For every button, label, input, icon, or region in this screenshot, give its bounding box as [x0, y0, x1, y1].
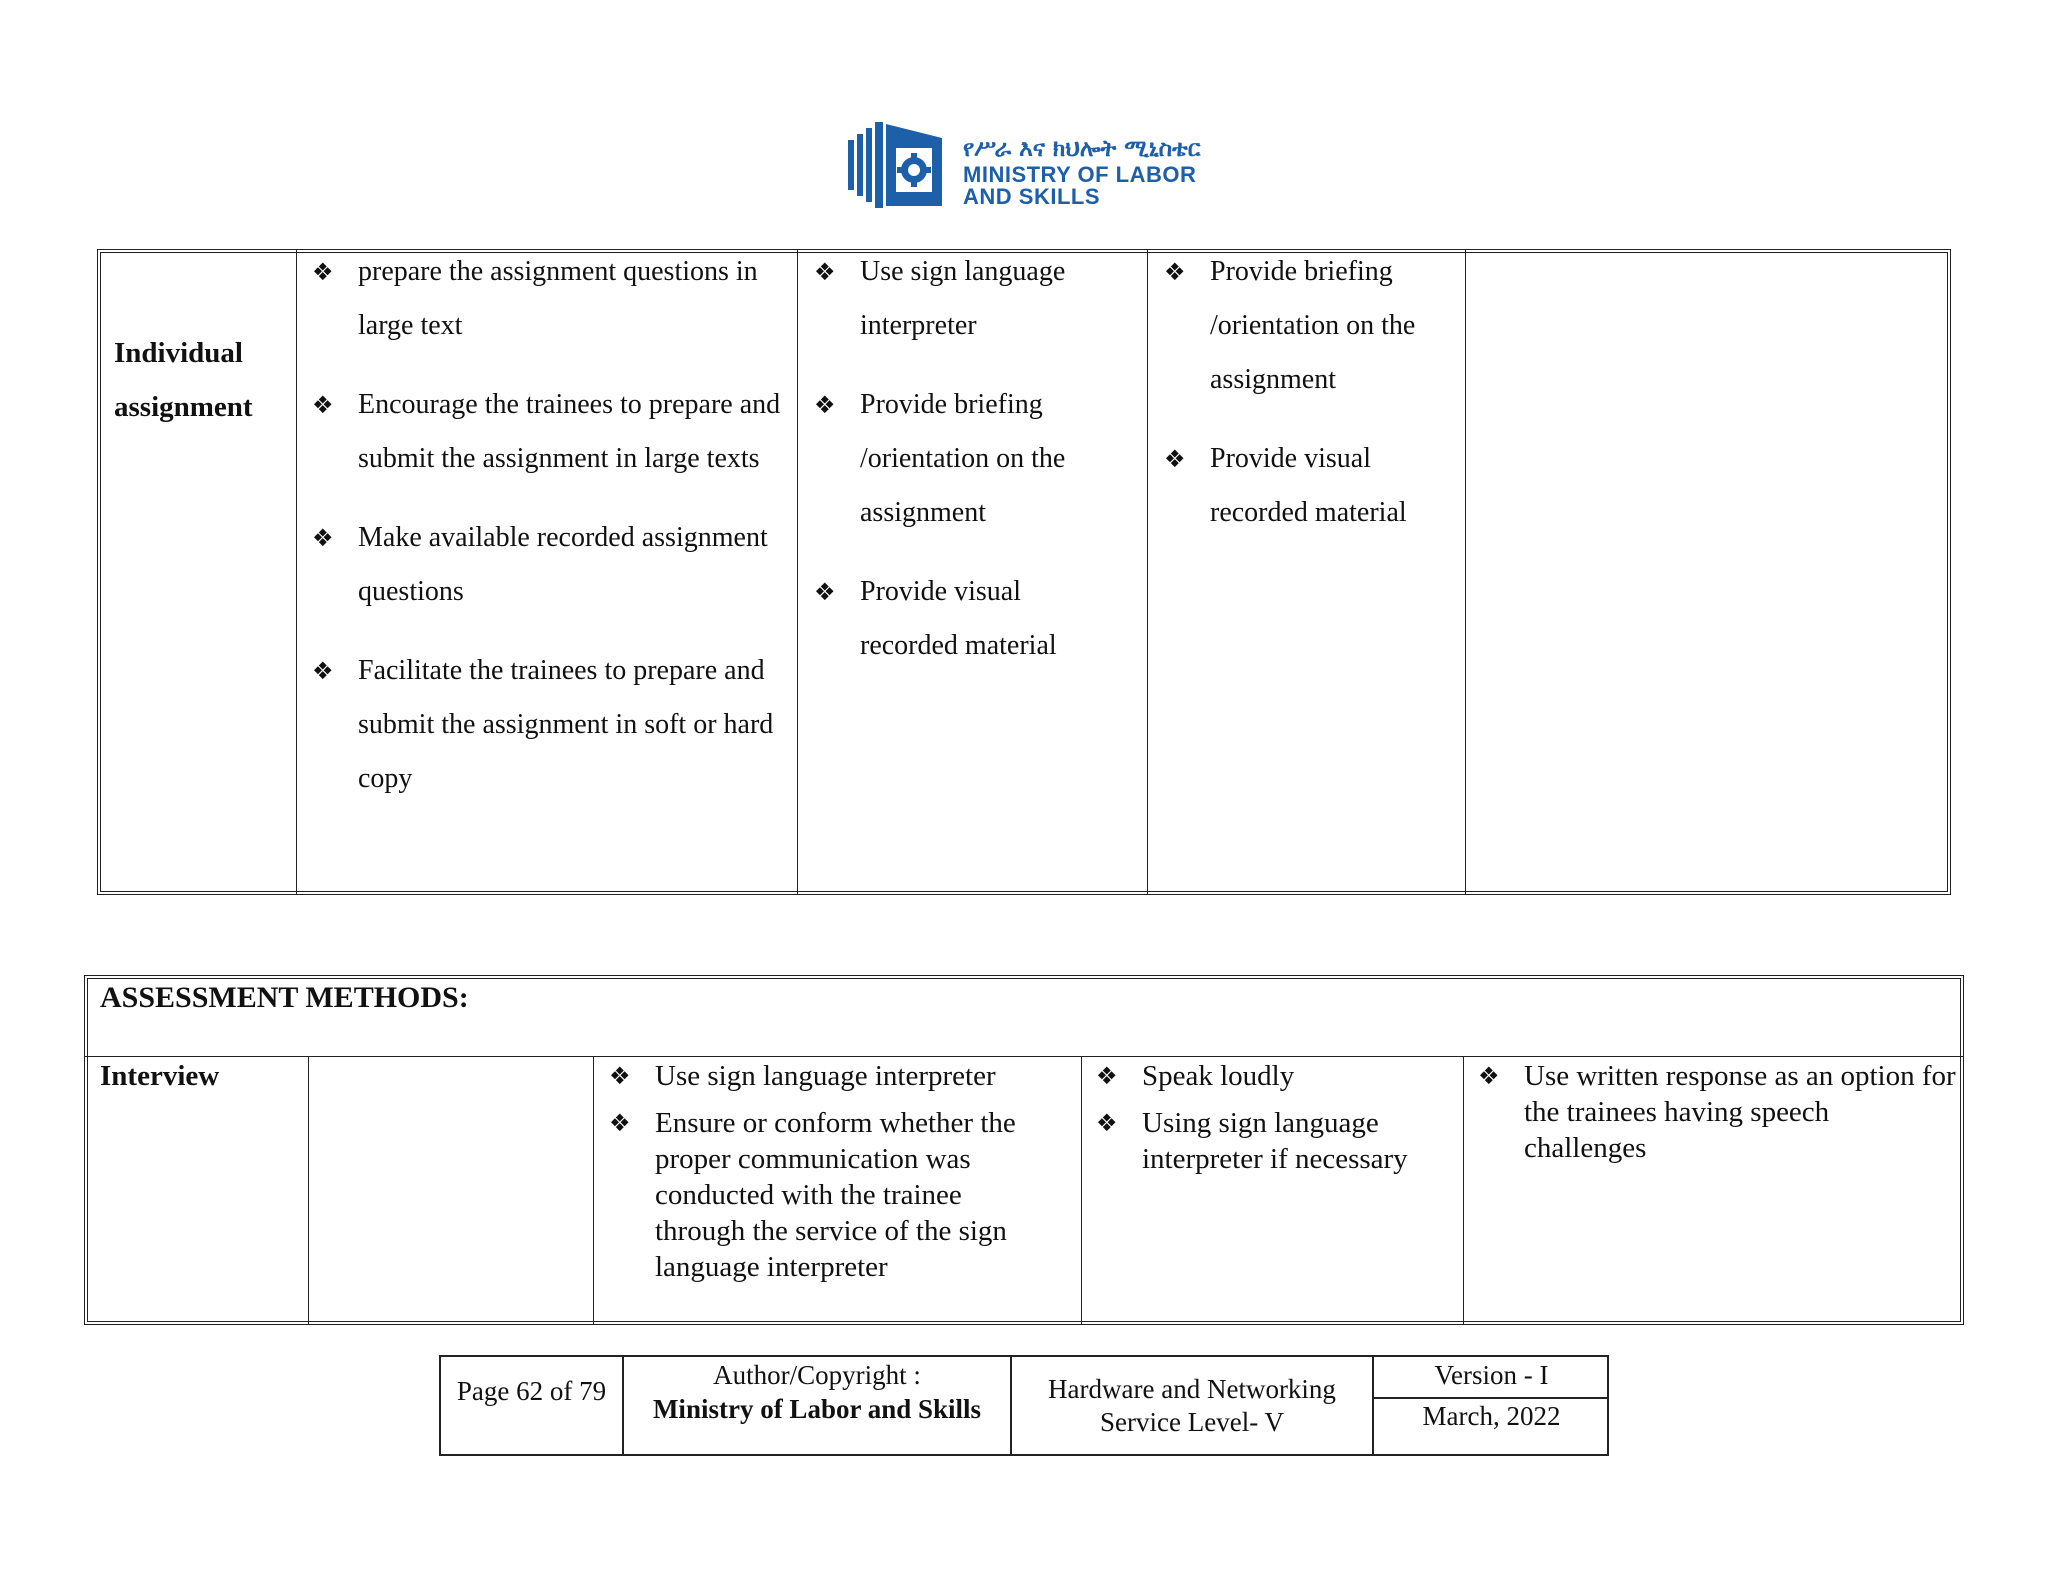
list-item-text: Provide briefing /orientation on the assignment	[860, 389, 1066, 528]
table1-col2-cell	[312, 245, 792, 831]
list-item	[814, 378, 1114, 540]
list-item	[814, 245, 1114, 353]
list-item-text: Make available recorded assignment questions	[358, 522, 768, 607]
list-item	[312, 378, 792, 486]
diamond-bullet-icon: ❖	[1096, 1062, 1118, 1090]
page-number: Page 62 of 79	[456, 1376, 607, 1406]
table2-header-divider	[84, 1056, 1964, 1057]
table1-divider	[797, 249, 798, 895]
list-item	[1164, 432, 1454, 540]
diamond-bullet-icon: ❖	[312, 657, 334, 685]
author-label: Author/Copyright :	[713, 1360, 921, 1390]
table2-col4-cell	[1096, 1058, 1456, 1188]
list-item	[312, 245, 792, 353]
table2-divider	[593, 1056, 594, 1325]
diamond-bullet-icon: ❖	[814, 578, 836, 606]
list-item	[1096, 1058, 1456, 1094]
list-item	[1164, 245, 1454, 407]
logo-line-1: MINISTRY OF LABOR	[963, 162, 1197, 187]
list-item-text: Provide visual recorded material	[1210, 443, 1407, 528]
diamond-bullet-icon: ❖	[609, 1062, 631, 1090]
list-item	[312, 644, 792, 806]
diamond-bullet-icon: ❖	[609, 1109, 631, 1137]
table2-divider	[1081, 1056, 1082, 1325]
list-item-text: Facilitate the trainees to prepare and submit the assignment in soft or hard copy	[358, 655, 774, 794]
list-item-text: prepare the assignment questions in large text	[358, 256, 758, 341]
row-label-line: assignment	[114, 391, 253, 423]
diamond-bullet-icon: ❖	[1096, 1109, 1118, 1137]
ministry-emblem-icon	[846, 118, 956, 218]
diamond-bullet-icon: ❖	[312, 524, 334, 552]
list-item	[312, 511, 792, 619]
diamond-bullet-icon: ❖	[1164, 445, 1186, 473]
table2-divider	[308, 1056, 309, 1325]
list-item	[814, 565, 1114, 673]
course-title: Hardware and Networking	[1048, 1374, 1336, 1404]
list-item-text: Speak loudly	[1142, 1060, 1295, 1092]
version-date: March, 2022	[1422, 1401, 1561, 1431]
logo-line-2: AND SKILLS	[963, 184, 1100, 209]
logo-amharic-text: የሥራ እና ክህሎት ሚኒስቴር	[963, 136, 1201, 162]
ministry-logo	[846, 118, 1201, 218]
row-label-line: Individual	[114, 337, 243, 369]
diamond-bullet-icon: ❖	[814, 258, 836, 286]
list-item-text: Encourage the trainees to prepare and submit the assignment in large texts	[358, 389, 781, 474]
table1-col3-cell	[814, 245, 1114, 698]
list-item-text: Provide visual recorded material	[860, 576, 1057, 661]
list-item-text: Use sign language interpreter	[860, 256, 1066, 341]
table1-divider	[1147, 249, 1148, 895]
diamond-bullet-icon: ❖	[312, 391, 334, 419]
list-item	[609, 1058, 1059, 1094]
version-label: Version - I	[1434, 1360, 1549, 1390]
table1-divider	[1465, 249, 1466, 895]
table1-col4-cell	[1164, 245, 1454, 565]
table2-divider	[1463, 1056, 1464, 1325]
list-item-text: Use sign language interpreter	[655, 1060, 996, 1092]
list-item-text: Provide briefing /orientation on the assignment	[1210, 256, 1416, 395]
list-item	[609, 1105, 1059, 1285]
list-item	[1096, 1105, 1456, 1177]
table2-col3-cell	[609, 1058, 1059, 1296]
diamond-bullet-icon: ❖	[1164, 258, 1186, 286]
list-item-text: Using sign language interpreter if necessary	[1142, 1107, 1408, 1175]
list-item	[1478, 1058, 1958, 1166]
diamond-bullet-icon: ❖	[312, 258, 334, 286]
table1-divider	[296, 249, 297, 895]
row-label-individual-assignment	[114, 326, 253, 434]
assessment-methods-heading: ASSESSMENT METHODS:	[100, 981, 469, 1014]
diamond-bullet-icon: ❖	[814, 391, 836, 419]
author-name: Ministry of Labor and Skills	[652, 1394, 982, 1424]
course-level: Service Level- V	[1100, 1407, 1284, 1437]
row-label-interview: Interview	[100, 1060, 220, 1092]
list-item-text: Ensure or conform whether the proper communication was conducted with the trainee through the service of the sign language interpreter	[655, 1107, 1016, 1283]
diamond-bullet-icon: ❖	[1478, 1062, 1500, 1090]
table2-col5-cell	[1478, 1058, 1958, 1177]
list-item-text: Use written response as an option for the trainees having speech challenges	[1524, 1060, 1956, 1164]
